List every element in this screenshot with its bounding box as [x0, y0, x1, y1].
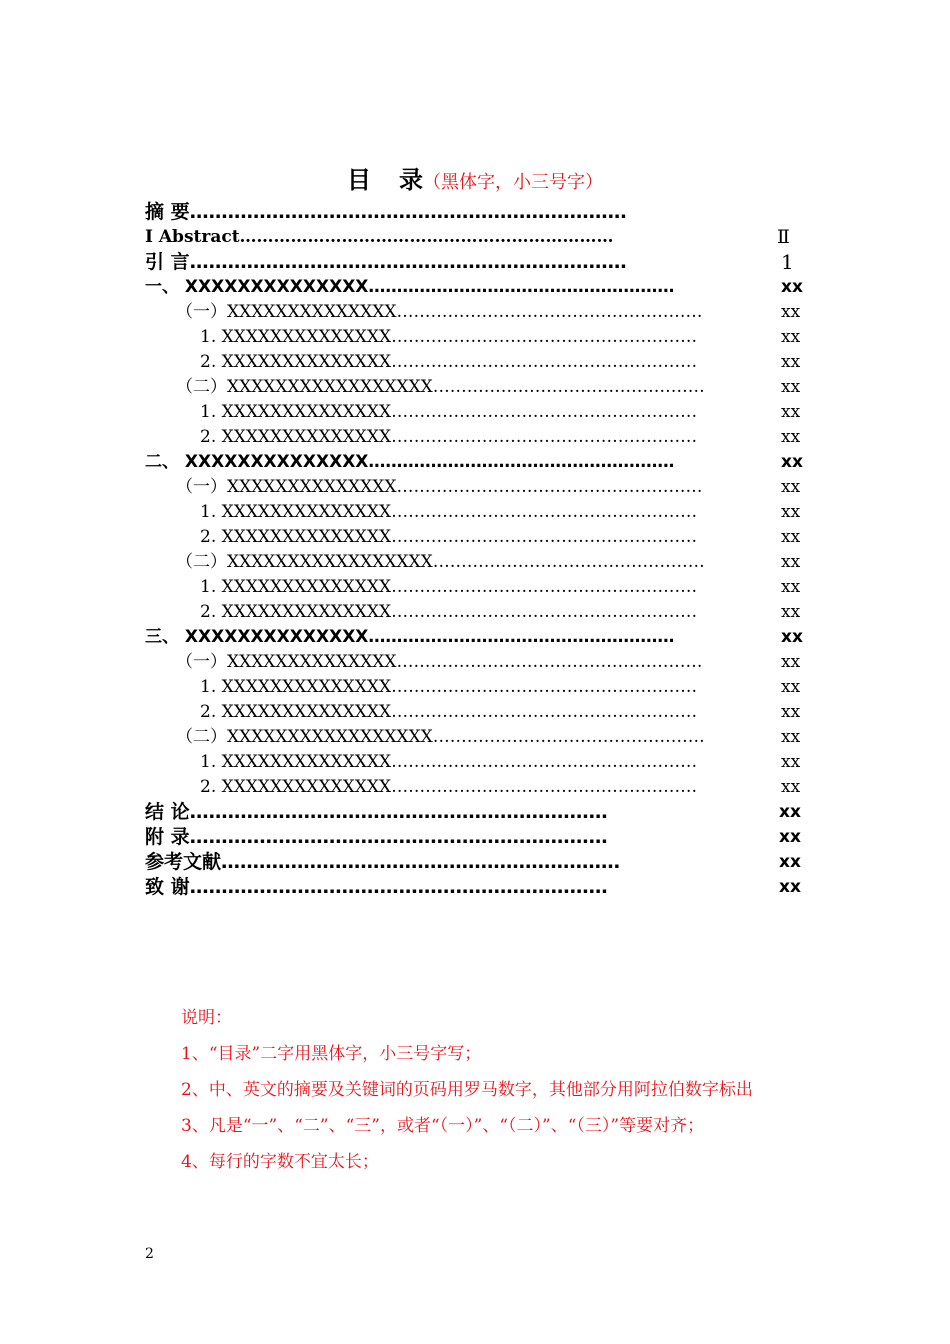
toc-page-number: xx	[779, 877, 801, 897]
toc-page-number: xx	[781, 752, 801, 772]
toc-entry[interactable]	[0, 450, 950, 475]
toc-entry[interactable]	[0, 600, 950, 625]
title-format-note: （黑体字，小三号字）	[423, 172, 603, 193]
toc-leader-dots: ……………………………………………………………	[189, 201, 627, 223]
toc-entry[interactable]	[0, 775, 950, 800]
title-char-2: 录	[399, 166, 423, 194]
toc-leader-dots: ………………………………………………	[391, 502, 698, 522]
instruction-item: 1、“目录”二字用黑体字，小三号字写；	[181, 1044, 482, 1064]
toc-leader-dots: ………………………………………………	[391, 777, 698, 797]
toc-entry[interactable]	[0, 350, 950, 375]
toc-entry-label	[200, 525, 757, 550]
toc-leader-dots: ………………………………………………	[391, 602, 698, 622]
toc-entry-text: 1. XXXXXXXXXXXXXX	[200, 677, 392, 697]
toc-page-number: xx	[779, 802, 801, 822]
toc-entry[interactable]	[0, 250, 950, 275]
toc-entry[interactable]	[0, 825, 950, 850]
toc-entry-text: （一）XXXXXXXXXXXXXX	[176, 477, 397, 497]
toc-leader-dots: ………………………………………………	[391, 527, 698, 547]
toc-leader-dots: ………………………………………………	[396, 477, 703, 497]
toc-entry[interactable]	[0, 675, 950, 700]
toc-entry-text: 1. XXXXXXXXXXXXXX	[200, 402, 392, 422]
toc-page-number: xx	[781, 427, 801, 447]
toc-page-number: 1	[781, 250, 794, 274]
toc-entry[interactable]	[0, 700, 950, 725]
toc-leader-dots: ………………………………………………	[368, 452, 675, 472]
toc-leader-dots: ………………………………………………	[396, 302, 703, 322]
toc-entry-text: 2. XXXXXXXXXXXXXX	[200, 602, 392, 622]
toc-page-number: xx	[781, 727, 801, 747]
toc-leader-dots: ………………………………………………………	[221, 851, 621, 873]
toc-entry-text: （二）XXXXXXXXXXXXXXXXX	[176, 727, 433, 747]
toc-page-number: xx	[781, 652, 801, 672]
toc-leader-dots: ………………………………………………	[368, 277, 675, 297]
title-char-1: 目	[347, 166, 371, 194]
toc-entry-text: 1. XXXXXXXXXXXXXX	[200, 327, 392, 347]
instruction-item: 3、凡是“一”、“二”、“三”，或者“（一）”、“（二）”、“（三）”等要对齐；	[181, 1116, 705, 1136]
toc-page-number: xx	[781, 627, 803, 647]
toc-entry-label	[145, 800, 746, 825]
toc-entry-text: （一）XXXXXXXXXXXXXX	[176, 302, 397, 322]
toc-entry-label	[176, 550, 746, 575]
toc-entry-text: 1. XXXXXXXXXXXXXX	[200, 752, 392, 772]
toc-entry-text: 三、 XXXXXXXXXXXXXX	[145, 627, 369, 647]
toc-page-number: xx	[781, 577, 801, 597]
toc-entry[interactable]	[0, 525, 950, 550]
toc-page-number: xx	[781, 552, 801, 572]
instruction-item: 2、中、英文的摘要及关键词的页码用罗马数字，其他部分用阿拉伯数字标出	[181, 1080, 753, 1100]
toc-entry[interactable]	[0, 550, 950, 575]
toc-entry-text: （一）XXXXXXXXXXXXXX	[176, 652, 397, 672]
toc-page-number: xx	[779, 827, 801, 847]
toc-page-number: xx	[781, 452, 803, 472]
toc-entry[interactable]	[0, 275, 950, 300]
toc-entry-text: 结 论	[145, 801, 190, 823]
toc-entry-text: （二）XXXXXXXXXXXXXXXXX	[176, 552, 433, 572]
toc-leader-dots: ………………………………………………	[391, 702, 698, 722]
toc-page-number: xx	[781, 602, 801, 622]
toc-leader-dots: ………………………………………………	[391, 327, 698, 347]
instructions-block	[145, 1000, 815, 1180]
toc-entry-label	[176, 725, 746, 750]
toc-leader-dots: …………………………………………………………	[189, 801, 608, 823]
toc-entry-text: 摘 要	[145, 201, 190, 223]
toc-entry[interactable]	[0, 850, 950, 875]
toc-entry-label	[200, 325, 757, 350]
toc-entry-label	[200, 350, 757, 375]
toc-entry-text: 2. XXXXXXXXXXXXXX	[200, 527, 392, 547]
toc-entry-text: Ⅰ Abstract	[145, 227, 240, 247]
toc-leader-dots: ………………………………………………	[391, 402, 698, 422]
table-of-contents	[0, 200, 950, 900]
toc-page-number: xx	[781, 402, 801, 422]
toc-entry-text: 一、 XXXXXXXXXXXXXX	[145, 277, 369, 297]
toc-entry[interactable]	[0, 875, 950, 900]
toc-leader-dots: ………………………………………………	[391, 427, 698, 447]
instructions-heading: 说明：	[181, 1008, 232, 1028]
toc-entry-text: （二）XXXXXXXXXXXXXXXXX	[176, 377, 433, 397]
toc-entry-label	[200, 750, 757, 775]
toc-entry[interactable]	[0, 625, 950, 650]
toc-entry[interactable]	[0, 475, 950, 500]
toc-entry[interactable]	[0, 225, 950, 250]
toc-entry-label	[176, 650, 757, 675]
toc-entry-label	[200, 775, 757, 800]
toc-entry-label	[145, 625, 757, 650]
toc-entry-label	[145, 450, 757, 475]
toc-entry-label	[200, 500, 757, 525]
toc-leader-dots: …………………………………………………………	[239, 227, 614, 247]
toc-entry[interactable]	[0, 750, 950, 775]
toc-entry-text: 致 谢	[145, 876, 190, 898]
toc-leader-dots: ………………………………………………	[391, 677, 698, 697]
toc-entry-label	[145, 275, 757, 300]
toc-leader-dots: ………………………………………………	[396, 652, 703, 672]
toc-leader-dots: …………………………………………………………	[189, 876, 608, 898]
toc-leader-dots: …………………………………………	[432, 727, 705, 747]
toc-entry-text: 2. XXXXXXXXXXXXXX	[200, 777, 392, 797]
toc-page-number: xx	[781, 677, 801, 697]
toc-leader-dots: ………………………………………………	[391, 752, 698, 772]
toc-entry-label	[200, 425, 757, 450]
toc-page-number: xx	[781, 277, 803, 297]
toc-page-number: xx	[781, 702, 801, 722]
toc-entry[interactable]	[0, 375, 950, 400]
toc-leader-dots: ………………………………………………	[391, 352, 698, 372]
toc-entry[interactable]	[0, 325, 950, 350]
toc-leader-dots: …………………………………………	[432, 552, 705, 572]
toc-leader-dots: …………………………………………………………	[189, 826, 608, 848]
toc-entry-text: 1. XXXXXXXXXXXXXX	[200, 502, 392, 522]
toc-page-number: xx	[781, 377, 801, 397]
toc-leader-dots: ………………………………………………	[368, 627, 675, 647]
toc-entry-label	[145, 875, 746, 900]
toc-page-number: xx	[781, 327, 801, 347]
toc-entry-text: 1. XXXXXXXXXXXXXX	[200, 577, 392, 597]
toc-entry[interactable]	[0, 200, 950, 225]
page-number: 2	[145, 1246, 154, 1262]
toc-entry-label	[176, 375, 746, 400]
toc-leader-dots: ……………………………………………………………	[189, 251, 627, 273]
title-main	[347, 166, 423, 194]
toc-entry-label	[145, 850, 746, 875]
toc-page-number: xx	[781, 302, 801, 322]
toc-entry-label	[200, 400, 757, 425]
toc-entry-text: 2. XXXXXXXXXXXXXX	[200, 702, 392, 722]
toc-entry[interactable]	[0, 725, 950, 750]
toc-page-number: xx	[781, 777, 801, 797]
toc-page-number: xx	[781, 502, 801, 522]
toc-entry-label	[176, 475, 757, 500]
toc-entry-text: 二、 XXXXXXXXXXXXXX	[145, 452, 369, 472]
toc-leader-dots: …………………………………………	[432, 377, 705, 397]
toc-entry-text: 参考文献	[145, 851, 222, 873]
toc-entry[interactable]	[0, 425, 950, 450]
toc-leader-dots: ………………………………………………	[391, 577, 698, 597]
toc-title	[0, 160, 950, 195]
toc-entry-text: 引 言	[145, 251, 190, 273]
toc-entry[interactable]	[0, 650, 950, 675]
toc-entry[interactable]	[0, 500, 950, 525]
toc-page-number: Ⅱ	[777, 226, 790, 248]
toc-entry-label	[145, 225, 757, 250]
toc-page-number: xx	[781, 477, 801, 497]
toc-entry-text: 2. XXXXXXXXXXXXXX	[200, 427, 392, 447]
toc-entry[interactable]	[0, 575, 950, 600]
toc-entry-label	[145, 200, 724, 225]
toc-entry-label	[200, 700, 757, 725]
toc-entry-label	[176, 300, 757, 325]
toc-page-number: xx	[781, 352, 801, 372]
toc-entry-label	[200, 675, 757, 700]
instruction-item: 4、每行的字数不宜太长；	[181, 1152, 379, 1172]
toc-entry-label	[145, 250, 724, 275]
toc-entry-label	[200, 575, 757, 600]
toc-entry-label	[145, 825, 746, 850]
toc-entry-label	[200, 600, 757, 625]
toc-entry[interactable]	[0, 800, 950, 825]
toc-entry-text: 附 录	[145, 826, 190, 848]
toc-page-number: xx	[779, 852, 801, 872]
toc-entry-text: 2. XXXXXXXXXXXXXX	[200, 352, 392, 372]
toc-entry[interactable]	[0, 300, 950, 325]
toc-entry[interactable]	[0, 400, 950, 425]
toc-page-number: xx	[781, 527, 801, 547]
